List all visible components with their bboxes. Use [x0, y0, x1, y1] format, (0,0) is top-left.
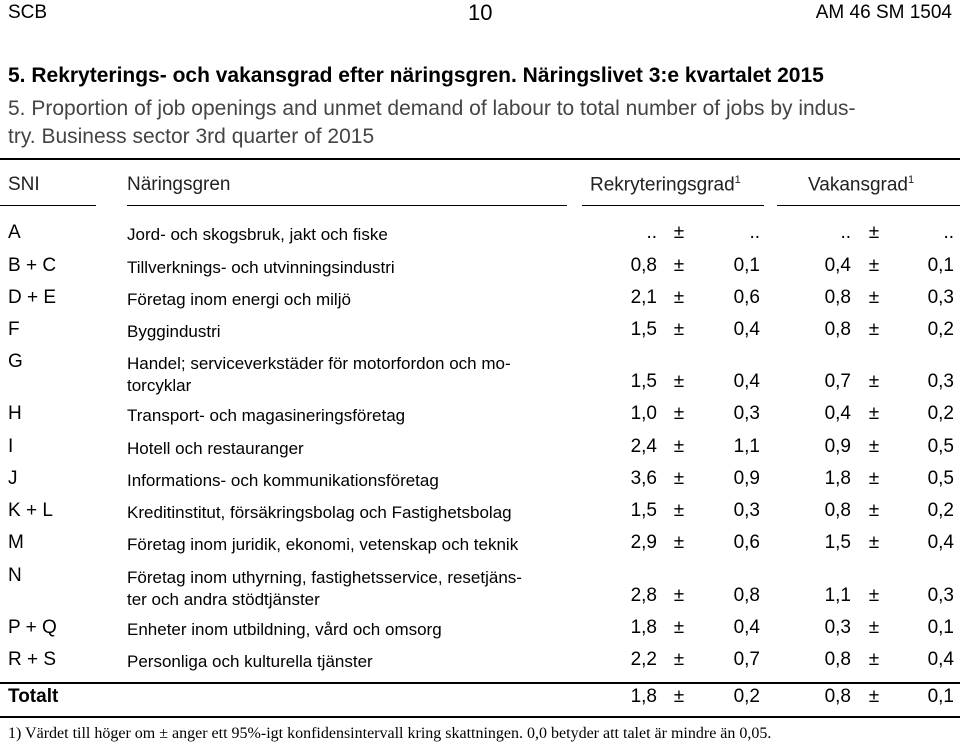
header-rule-rekr	[582, 205, 764, 206]
rekr-value: 1,8	[630, 686, 657, 707]
row-name: Byggindustri	[127, 322, 221, 341]
rekr-ci: 0,6	[733, 532, 760, 553]
vak-value: 0,8	[824, 319, 851, 340]
header-rule-sni	[0, 205, 96, 206]
row-code: D + E	[8, 287, 57, 308]
rekr-ci: 0,4	[733, 319, 760, 340]
vak-ci: 0,4	[927, 649, 954, 670]
vak-plusminus: ±	[868, 500, 880, 521]
header-left: SCB	[8, 2, 48, 23]
row-name-continued: ter och andra stödtjänster	[127, 590, 320, 609]
rekr-value: ..	[646, 222, 657, 243]
vak-value: 1,1	[824, 585, 851, 606]
vak-ci: 0,5	[927, 436, 954, 457]
rekr-value: 2,8	[630, 585, 657, 606]
rekr-value: 2,4	[630, 436, 657, 457]
table-title-swedish: 5. Rekryterings- och vakansgrad efter näringsgren. Näringslivet 3:e kvartalet 2015	[8, 64, 824, 87]
rekr-value: 2,1	[630, 287, 657, 308]
row-name: Tillverknings- och utvinningsindustri	[127, 258, 395, 277]
vak-value: 0,7	[824, 371, 851, 392]
vak-plusminus: ±	[868, 532, 880, 553]
row-code: R + S	[8, 649, 57, 670]
row-name: Hotell och restauranger	[127, 439, 304, 458]
rekr-plusminus: ±	[673, 436, 685, 457]
vak-ci: ..	[943, 222, 954, 243]
rekr-value: 2,9	[630, 532, 657, 553]
vak-ci: 0,3	[927, 287, 954, 308]
vak-ci: 0,4	[927, 532, 954, 553]
rekr-plusminus: ±	[673, 371, 685, 392]
vak-plusminus: ±	[868, 403, 880, 424]
vak-ci: 0,2	[927, 500, 954, 521]
column-header-vakansgrad: Vakansgrad$^1$	[808, 174, 915, 196]
header-rule-vak	[777, 205, 960, 206]
rekr-value: 2,2	[630, 649, 657, 670]
row-code: I	[8, 436, 14, 457]
rekr-ci: 0,1	[733, 255, 760, 276]
row-name: Företag inom uthyrning, fastighetsservice, resetjäns-	[127, 568, 522, 587]
row-code: J	[8, 468, 18, 489]
header-rule-name	[127, 205, 567, 206]
rekr-ci: 0,9	[733, 468, 760, 489]
rekr-plusminus: ±	[673, 287, 685, 308]
vak-value: 0,4	[824, 255, 851, 276]
rekr-ci: 0,6	[733, 287, 760, 308]
vak-value: 0,4	[824, 403, 851, 424]
rekr-plusminus: ±	[673, 468, 685, 489]
vak-ci: 0,1	[927, 617, 954, 638]
row-name: Företag inom juridik, ekonomi, vetenskap och teknik	[127, 535, 519, 554]
row-code: G	[8, 351, 23, 372]
rekr-ci: 1,1	[733, 436, 760, 457]
rekr-plusminus: ±	[673, 686, 685, 707]
rekr-plusminus: ±	[673, 403, 685, 424]
rekr-ci: 0,7	[733, 649, 760, 670]
header-right: AM 46 SM 1504	[815, 2, 952, 23]
row-code: B + C	[8, 255, 57, 276]
rekr-plusminus: ±	[673, 222, 685, 243]
row-code: N	[8, 565, 22, 586]
rekr-ci: 0,4	[733, 371, 760, 392]
rekr-plusminus: ±	[673, 617, 685, 638]
column-header-sni: SNI	[8, 174, 40, 195]
row-name: Transport- och magasineringsföretag	[127, 406, 406, 425]
vak-value: 1,5	[824, 532, 851, 553]
vak-value: 0,8	[824, 686, 851, 707]
row-code: F	[8, 319, 20, 340]
rekr-plusminus: ±	[673, 532, 685, 553]
rekr-plusminus: ±	[673, 319, 685, 340]
vak-plusminus: ±	[868, 255, 880, 276]
row-name: Jord- och skogsbruk, jakt och fiske	[127, 225, 388, 244]
vak-value: 0,8	[824, 287, 851, 308]
rekr-ci: 0,8	[733, 585, 760, 606]
vak-plusminus: ±	[868, 468, 880, 489]
vak-plusminus: ±	[868, 585, 880, 606]
vak-ci: 0,3	[927, 371, 954, 392]
bottom-rule	[0, 716, 960, 718]
top-rule	[0, 158, 960, 160]
rekr-ci: 0,2	[733, 686, 760, 707]
rekr-value: 1,5	[630, 319, 657, 340]
rekr-ci: 0,3	[733, 403, 760, 424]
rekr-ci: 0,3	[733, 500, 760, 521]
rekr-ci: 0,4	[733, 617, 760, 638]
row-code: K + L	[8, 500, 53, 521]
vak-ci: 0,2	[927, 319, 954, 340]
vak-value: 0,3	[824, 617, 851, 638]
vak-ci: 0,2	[927, 403, 954, 424]
vak-ci: 0,1	[927, 686, 954, 707]
row-code: P + Q	[8, 617, 57, 638]
vak-plusminus: ±	[868, 436, 880, 457]
row-name: Enheter inom utbildning, vård och omsorg	[127, 620, 442, 639]
vak-value: 0,8	[824, 500, 851, 521]
rekr-value: 3,6	[630, 468, 657, 489]
rekr-value: 1,5	[630, 371, 657, 392]
vak-plusminus: ±	[868, 319, 880, 340]
vak-plusminus: ±	[868, 617, 880, 638]
vak-value: 0,9	[824, 436, 851, 457]
rekr-plusminus: ±	[673, 585, 685, 606]
vak-value: ..	[840, 222, 851, 243]
vak-value: 0,8	[824, 649, 851, 670]
row-code: A	[8, 222, 21, 243]
vak-value: 1,8	[824, 468, 851, 489]
row-code: H	[8, 403, 22, 424]
rekr-ci: ..	[749, 222, 760, 243]
vak-ci: 0,1	[927, 255, 954, 276]
row-code: Totalt	[8, 686, 59, 707]
table-title-english-line2: try. Business sector 3rd quarter of 2015	[8, 125, 375, 148]
row-code: M	[8, 532, 24, 553]
row-name-continued: torcyklar	[127, 376, 192, 395]
rekr-value: 1,8	[630, 617, 657, 638]
rekr-value: 1,5	[630, 500, 657, 521]
row-name: Företag inom energi och miljö	[127, 290, 351, 309]
vak-plusminus: ±	[868, 649, 880, 670]
row-name: Personliga och kulturella tjänster	[127, 652, 373, 671]
row-name: Informations- och kommunikationsföretag	[127, 471, 439, 490]
rekr-value: 0,8	[630, 255, 657, 276]
rekr-plusminus: ±	[673, 649, 685, 670]
vak-plusminus: ±	[868, 222, 880, 243]
vak-plusminus: ±	[868, 371, 880, 392]
vak-plusminus: ±	[868, 287, 880, 308]
rekr-plusminus: ±	[673, 500, 685, 521]
column-header-rekryteringsgrad: Rekryteringsgrad$^1$	[590, 174, 741, 196]
vak-ci: 0,5	[927, 468, 954, 489]
table-title-english-line1: 5. Proportion of job openings and unmet demand of labour to total number of jobs by indus-	[8, 97, 856, 120]
row-name: Handel; serviceverkstäder för motorfordon och mo-	[127, 354, 511, 373]
total-top-rule	[0, 682, 960, 684]
vak-plusminus: ±	[868, 686, 880, 707]
page-number: 10	[468, 0, 493, 25]
rekr-value: 1,0	[630, 403, 657, 424]
vak-ci: 0,3	[927, 585, 954, 606]
footnote: 1) Värdet till höger om ± anger ett 95%-igt konfidensintervall kring skattningen. 0,0 betyder att talet är mindre än 0,05.	[8, 725, 772, 742]
column-header-naringsgren: Näringsgren	[127, 174, 231, 195]
rekr-plusminus: ±	[673, 255, 685, 276]
row-name: Kreditinstitut, försäkringsbolag och Fastighetsbolag	[127, 503, 512, 522]
